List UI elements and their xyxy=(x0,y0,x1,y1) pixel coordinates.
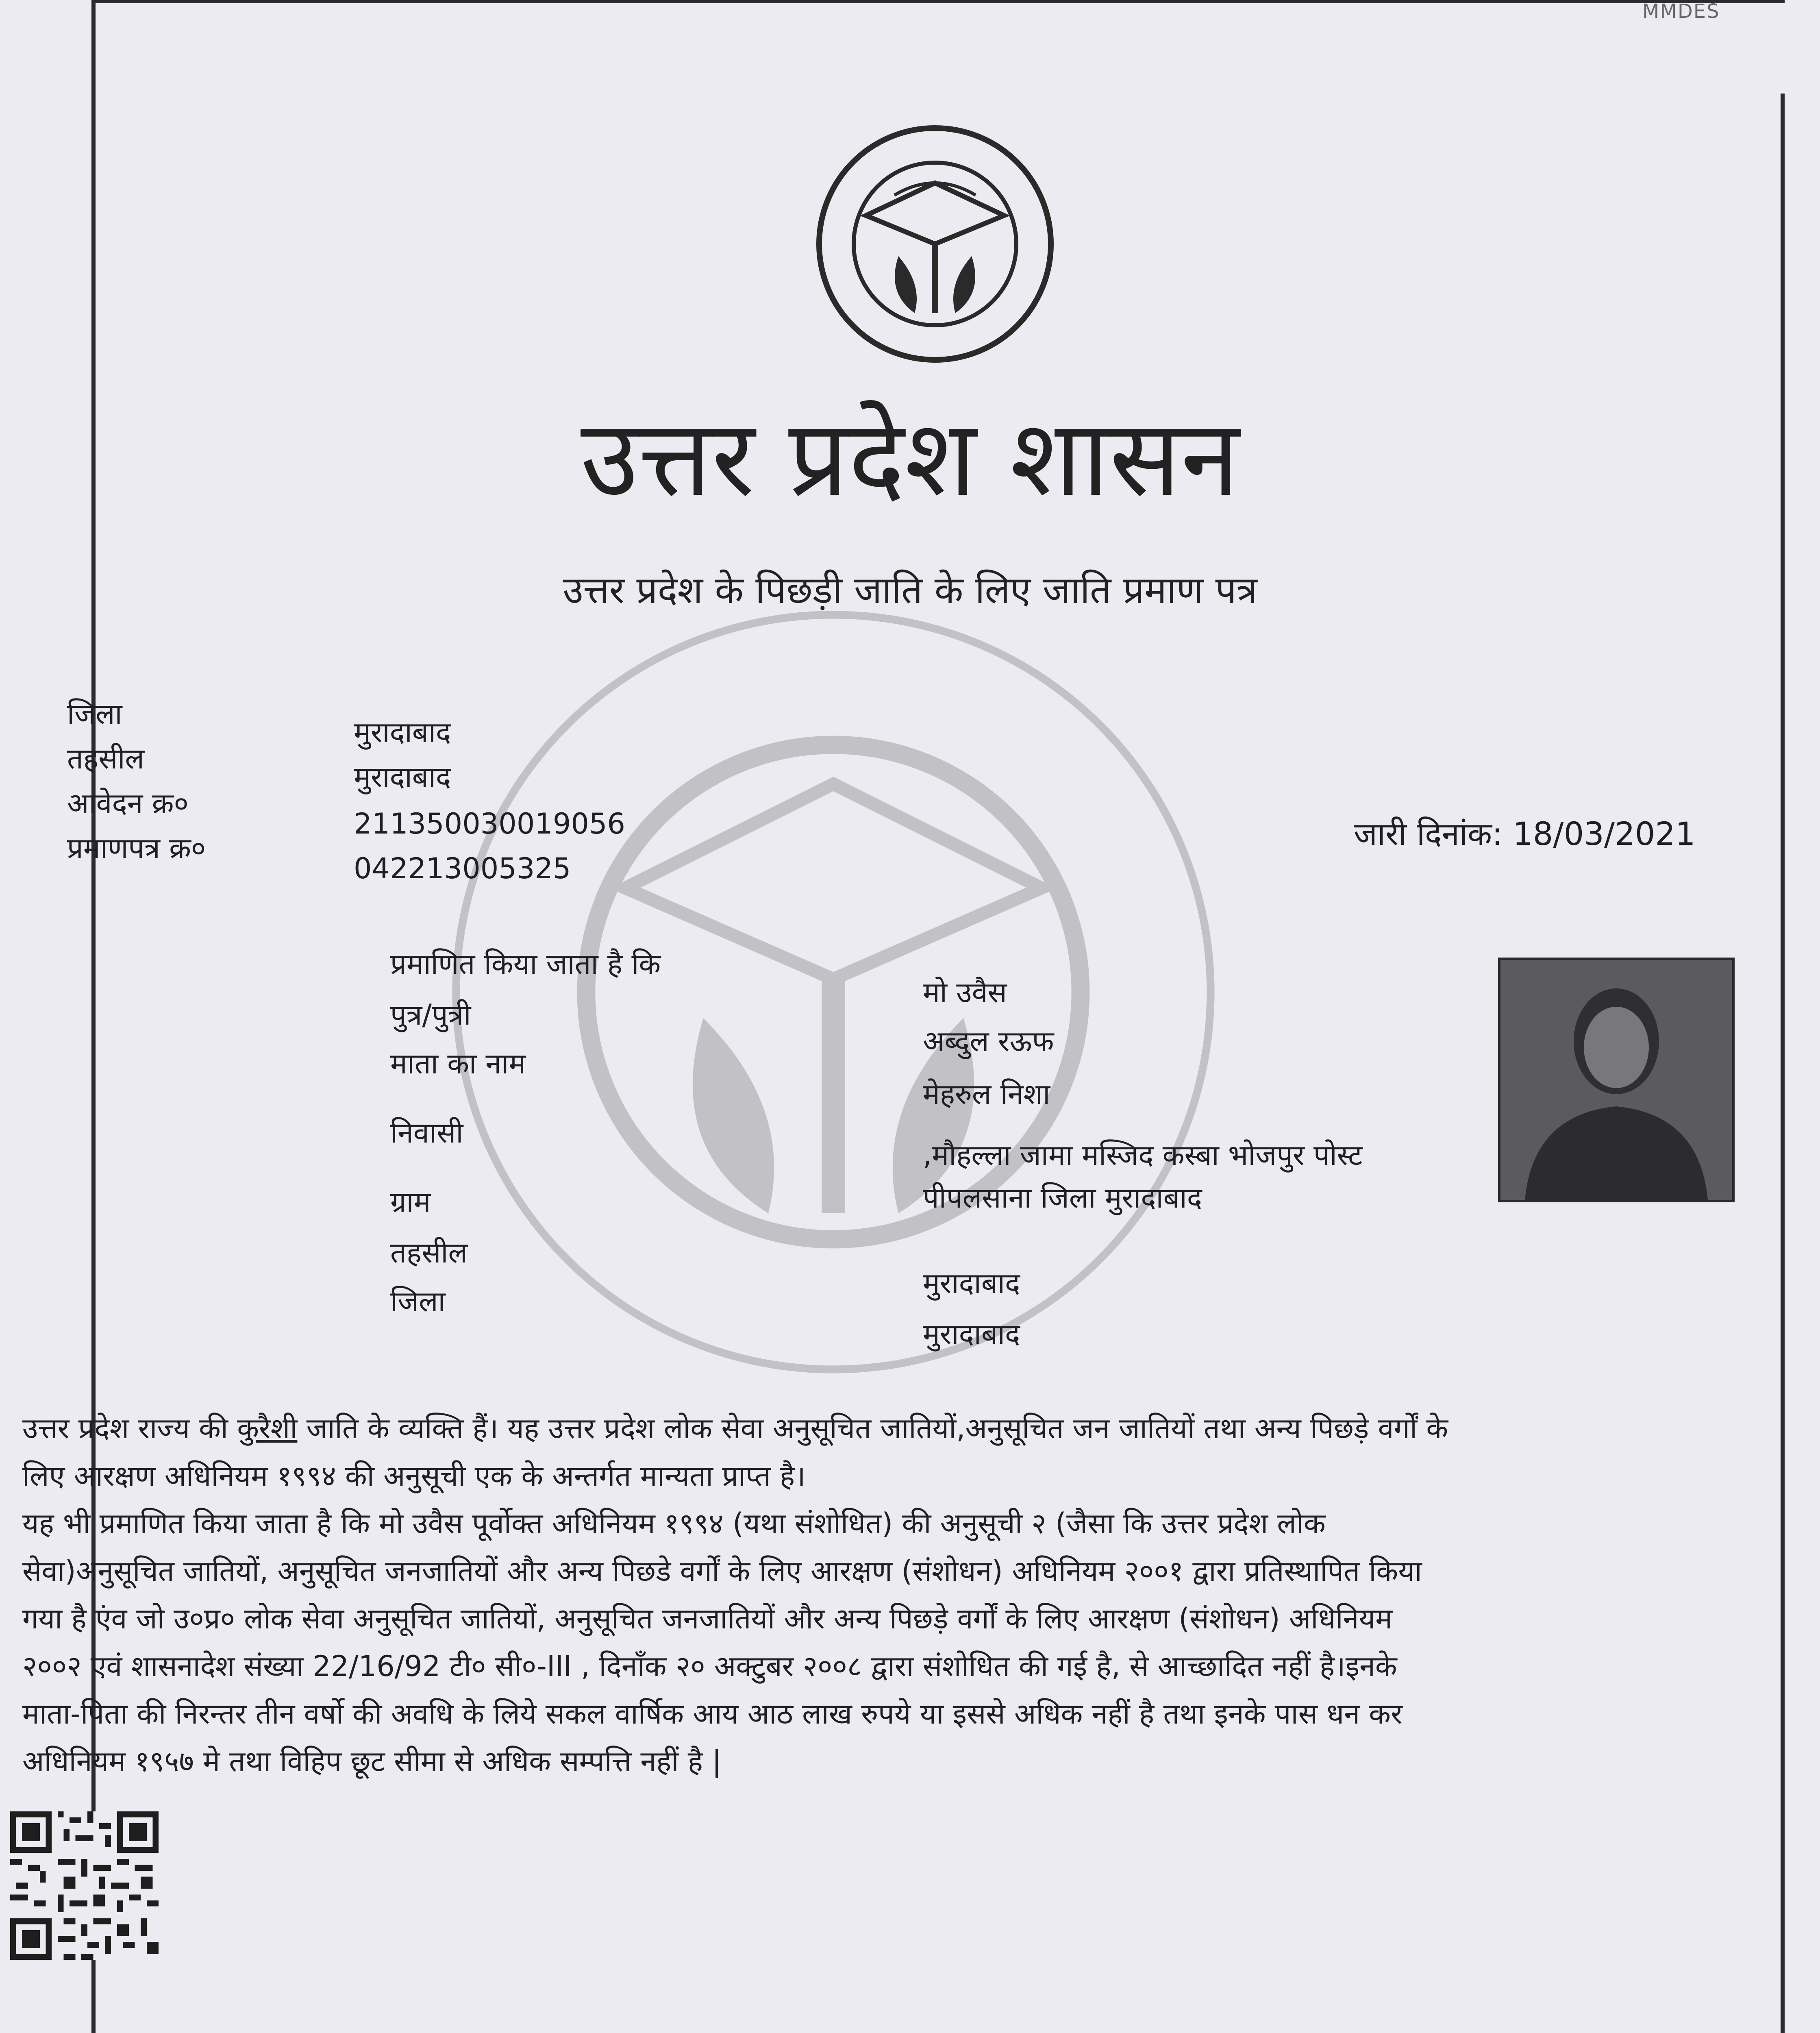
cert-tehsil-value: मुरादाबाद xyxy=(923,1267,1020,1300)
mother-label: माता का नाम xyxy=(390,1047,526,1080)
issue-date xyxy=(1354,811,1696,854)
emblem-watermark-icon xyxy=(443,602,1224,1382)
certificate-subtitle: उत्तर प्रदेश के पिछड़ी जाति के लिए जाति प्रमाण पत्र xyxy=(563,568,1257,612)
body-line: गया है एंव जो उ०प्र० लोक सेवा अनुसूचित जातियों, अनुसूचित जनजातियों और अन्य पिछड़े वर्गों के लिए आरक्षण (संशोधन) अधिनियम xyxy=(22,1602,1392,1635)
applicant-photo xyxy=(1498,958,1735,1202)
certify-label: प्रमाणित किया जाता है कि xyxy=(390,947,661,981)
resident-label: निवासी xyxy=(390,1116,463,1149)
body-line: सेवा)अनुसूचित जातियों, अनुसूचित जनजातियों और अन्य पिछडे वर्गों के लिए आरक्षण (संशोधन) अधिनियम २००१ द्वारा प्रतिस्थापित किया xyxy=(22,1554,1422,1588)
address-line-1: ,मौहल्ला जामा मस्जिद कस्बा भोजपुर पोस्ट xyxy=(923,1138,1363,1172)
application-number: 211350030019056 xyxy=(354,807,626,840)
child-label: पुत्र/पुत्री xyxy=(390,998,471,1032)
body-line: माता-पिता की निरन्तर तीन वर्षो की अवधि के लिये सकल वार्षिक आय आठ लाख रुपये या इससे अधिक नहीं है तथा इनके पास धन कर xyxy=(22,1697,1403,1730)
qr-code-icon xyxy=(10,1811,159,1960)
cert-tehsil-label: तहसील xyxy=(390,1236,468,1269)
village-label: ग्राम xyxy=(390,1185,431,1219)
page-title: उत्तर प्रदेश शासन xyxy=(581,397,1239,520)
body-line: यह भी प्रमाणित किया जाता है कि मो उवैस पूर्वोक्त अधिनियम १९९४ (यथा संशोधित) की अनुसूची २ (जैसा कि उत्तर प्रदेश लोक xyxy=(22,1507,1326,1540)
certificate-body xyxy=(22,1405,1705,1785)
applicant-name: मो उवैस xyxy=(923,976,1007,1009)
body-text-1a: उत्तर प्रदेश राज्य की xyxy=(22,1412,237,1445)
body-text-1b: जाति के व्यक्ति हैं। यह उत्तर प्रदेश लोक सेवा अनुसूचित जातियों,अनुसूचित जन जातियों तथा अन्य पिछड़े वर्गों के xyxy=(297,1412,1448,1445)
district-label: जिला xyxy=(67,697,122,731)
application-number-label: आवेदन क्र० xyxy=(67,787,189,820)
cert-district-label: जिला xyxy=(390,1285,446,1318)
mother-name: मेहरुल निशा xyxy=(923,1077,1050,1111)
body-line xyxy=(22,1405,1705,1452)
caste-name: कुरैशी xyxy=(237,1412,298,1445)
address-line-2: पीपलसाना जिला मुरादाबाद xyxy=(923,1181,1202,1215)
tehsil-label: तहसील xyxy=(67,742,144,775)
certificate-number: 042213005325 xyxy=(354,852,571,885)
tehsil-value: मुरादाबाद xyxy=(354,760,451,794)
issue-date-value: 18/03/2021 xyxy=(1513,816,1696,853)
body-line: लिए आरक्षण अधिनियम १९९४ की अनुसूची एक के अन्तर्गत मान्यता प्राप्त है। xyxy=(22,1459,806,1493)
cert-district-value: मुरादाबाद xyxy=(923,1317,1020,1351)
page-border-top xyxy=(91,0,1785,3)
corner-text: MMDES xyxy=(1642,0,1720,23)
person-photo-icon xyxy=(1500,960,1732,1200)
district-value: मुरादाबाद xyxy=(354,716,451,749)
body-line: २००२ एवं शासनादेश संख्या 22/16/92 टी० सी०-III , दिनाँक २० अक्टुबर २००८ द्वारा संशोधित की गई है, से आच्छादित नहीं है।इनके xyxy=(22,1650,1397,1683)
issue-date-label: जारी दिनांक: xyxy=(1354,816,1503,853)
body-line: अधिनियम १९५७ मे तथा विहिप छूट सीमा से अधिक सम्पत्ति नहीं है | xyxy=(22,1745,722,1778)
up-government-emblem-icon xyxy=(813,122,1057,366)
father-name: अब्दुल रऊफ xyxy=(923,1025,1054,1058)
certificate-number-label: प्रमाणपत्र क्र० xyxy=(67,831,206,865)
